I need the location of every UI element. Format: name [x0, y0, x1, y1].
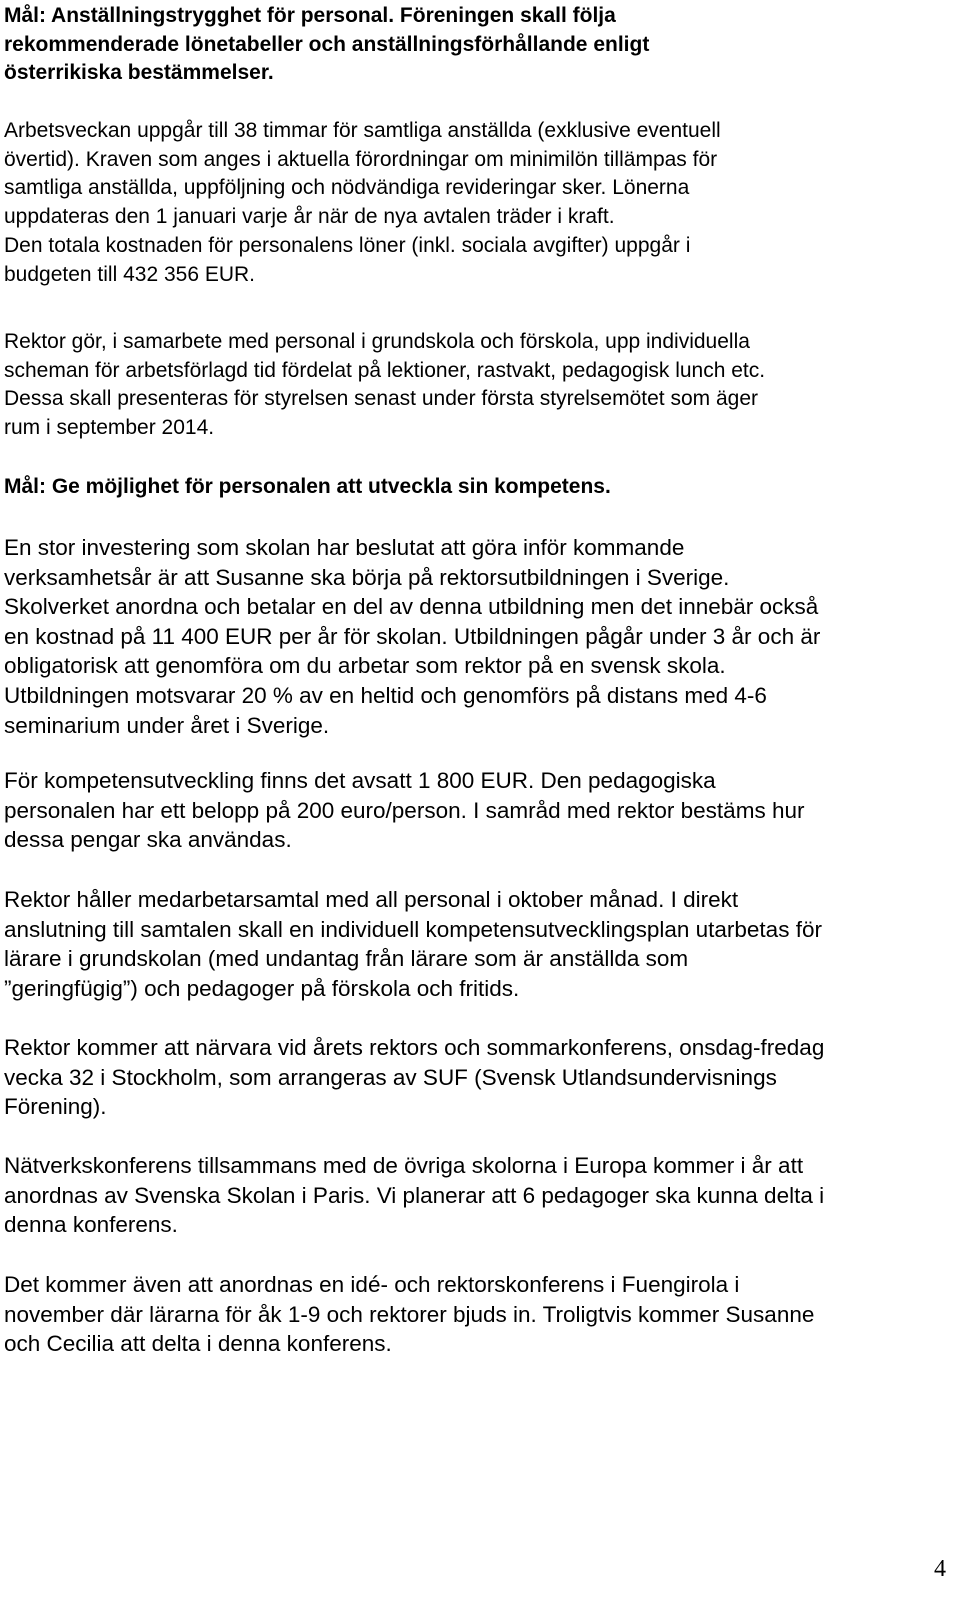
text-line: övertid). Kraven som anges i aktuella förordningar om minimilön tillämpas för [4, 147, 718, 171]
text-line: personalen har ett belopp på 200 euro/person. I samråd med rektor bestäms hur [4, 797, 805, 823]
text-line: scheman för arbetsförlagd tid fördelat på lektioner, rastvakt, pedagogisk lunch etc. [4, 358, 766, 382]
text-line: vecka 32 i Stockholm, som arrangeras av SUF (Svensk Utlandsundervisnings [4, 1064, 777, 1090]
text-line: en kostnad på 11 400 EUR per år för skolan. Utbildningen pågår under 3 år och är [4, 623, 821, 649]
text-line: rum i september 2014. [4, 416, 215, 440]
text-line: ”geringfügig”) och pedagoger på förskola och fritids. [4, 975, 520, 1001]
text-line: Rektor kommer att närvara vid årets rektors och sommarkonferens, onsdag-fredag [4, 1035, 825, 1060]
paragraph-network-conference [4, 1151, 824, 1240]
text-line: lärare i grundskolan (med undantag från lärare som är anställda som [4, 946, 689, 972]
text-line: Nätverkskonferens tillsammans med de övriga skolorna i Europa kommer i år att [4, 1153, 804, 1178]
paragraph-principal-conference [4, 1033, 824, 1122]
text-line: seminarium under året i Sverige. [4, 712, 330, 738]
page-number: 4 [934, 1556, 946, 1582]
text-line: Mål: Ge möjlighet för personalen att utveckla sin kompetens. [4, 475, 611, 498]
paragraph-staff-talks [4, 885, 822, 1003]
text-line: anordnas av Svenska Skolan i Paris. Vi planerar att 6 pedagoger ska kunna delta i [4, 1182, 825, 1208]
text-line: Rektor gör, i samarbete med personal i grundskola och förskola, upp individuella [4, 330, 750, 353]
text-line: obligatorisk att genomföra om du arbetar som rektor på en svensk skola. [4, 653, 726, 679]
text-line: anslutning till samtalen skall en individuell kompetensutvecklingsplan utarbetas för [4, 916, 822, 942]
text-line: Arbetsveckan uppgår till 38 timmar för samtliga anställda (exklusive eventuell [4, 119, 721, 142]
text-line: uppdateras den 1 januari varje år när de nya avtalen träder i kraft. [4, 205, 615, 229]
text-line: och Cecilia att delta i denna konferens. [4, 1331, 392, 1357]
text-line: Skolverket anordna och betalar en del av denna utbildning men det innebär också [4, 594, 819, 620]
text-line: denna konferens. [4, 1212, 178, 1238]
paragraph-schedules [4, 328, 765, 443]
text-line: Dessa skall presenteras för styrelsen senast under första styrelsemötet som äger [4, 387, 758, 411]
paragraph-investment [4, 533, 820, 740]
text-line: Den totala kostnaden för personalens löner (inkl. sociala avgifter) uppgår i [4, 233, 691, 257]
text-line: Mål: Anställningstrygghet för personal. Föreningen skall följa [4, 4, 616, 27]
text-line: Förening). [4, 1094, 107, 1120]
text-line: samtliga anställda, uppföljning och nödvändiga revideringar sker. Lönerna [4, 176, 690, 200]
text-line: En stor investering som skolan har beslutat att göra inför kommande [4, 535, 685, 560]
text-line: Rektor håller medarbetarsamtal med all personal i oktober månad. I direkt [4, 887, 739, 912]
text-line: verksamhetsår är att Susanne ska börja på rektorsutbildningen i Sverige. [4, 564, 730, 590]
text-line: Det kommer även att anordnas en idé- och rektorskonferens i Fuengirola i [4, 1272, 740, 1297]
heading-employment-security [4, 2, 649, 88]
paragraph-competence-budget [4, 766, 804, 855]
text-line: Utbildningen motsvarar 20 % av en heltid och genomförs på distans med 4-6 [4, 682, 767, 708]
paragraph-fuengirola-conference [4, 1270, 814, 1359]
paragraph-workweek [4, 117, 721, 289]
heading-competence [4, 473, 611, 502]
text-line: rekommenderade lönetabeller och anställningsförhållande enligt [4, 32, 650, 56]
text-line: dessa pengar ska användas. [4, 827, 292, 853]
text-line: november där lärarna för åk 1-9 och rektorer bjuds in. Troligtvis kommer Susanne [4, 1301, 815, 1327]
text-line: budgeten till 432 356 EUR. [4, 262, 256, 286]
text-line: österrikiska bestämmelser. [4, 61, 274, 85]
text-line: För kompetensutveckling finns det avsatt 1 800 EUR. Den pedagogiska [4, 768, 716, 793]
